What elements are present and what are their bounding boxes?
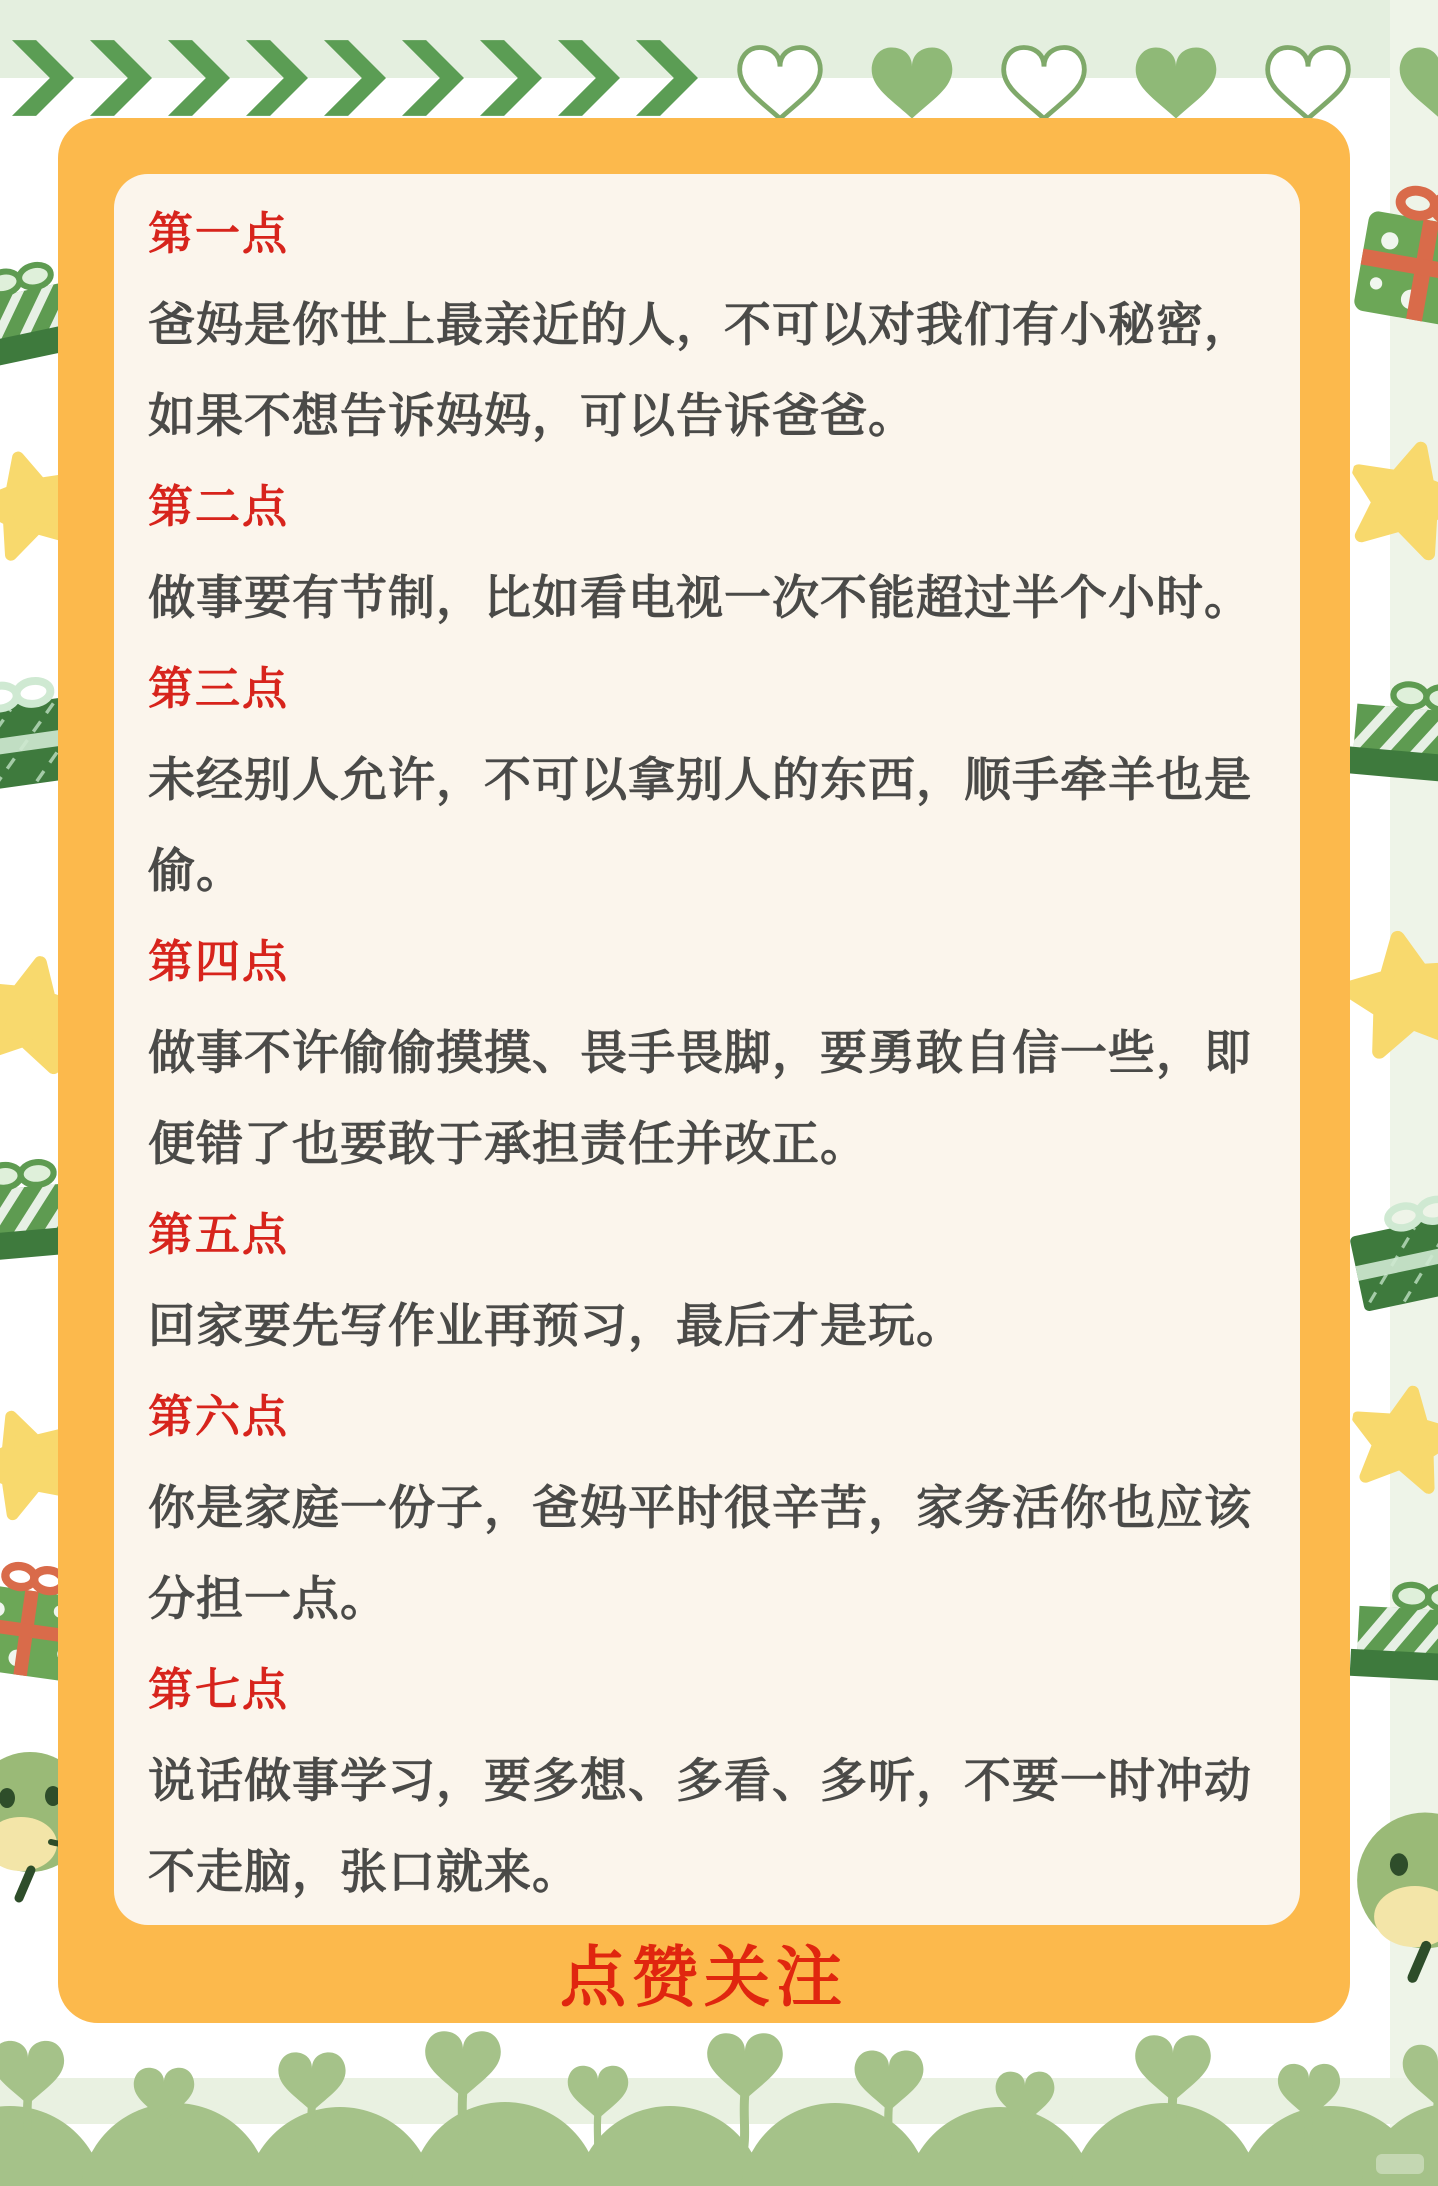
heart-outline-icon [1260,38,1356,128]
heart-outline-icon [732,38,828,128]
rule-section [148,643,1266,916]
section-body: 做事要有节制，比如看电视一次不能超过半个小时。 [148,571,1252,624]
section-heading: 第三点 [148,663,290,714]
chevron-icon [168,34,230,122]
chevron-icon [90,34,152,122]
chevron-icon [246,34,308,122]
rule-section [148,461,1266,643]
chevron-border [12,34,712,122]
section-body: 爸妈是你世上最亲近的人，不可以对我们有小秘密，如果不想告诉妈妈，可以告诉爸爸。 [148,298,1252,442]
chevron-icon [324,34,386,122]
rule-section [148,916,1266,1189]
hearts-border [732,38,1438,130]
chevron-icon [636,34,698,122]
section-body: 你是家庭一份子，爸妈平时很辛苦，家务活你也应该分担一点。 [148,1481,1252,1625]
chevron-icon [402,34,464,122]
section-heading: 第二点 [148,481,290,532]
section-heading: 第四点 [148,936,290,987]
rule-section [148,1371,1266,1644]
section-heading: 第五点 [148,1209,290,1260]
like-follow-cta: 点赞关注 [560,1939,848,2014]
section-body: 说话做事学习，要多想、多看、多听，不要一时冲动不走脑，张口就来。 [148,1754,1252,1898]
section-body: 回家要先写作业再预习，最后才是玩。 [148,1299,964,1352]
heart-outline-icon [996,38,1092,128]
heart-icon [864,38,960,128]
section-heading: 第七点 [148,1664,290,1715]
watermark [1376,2154,1424,2174]
rule-section [148,188,1266,461]
chevron-icon [12,34,74,122]
chevron-icon [558,34,620,122]
section-body: 未经别人允许，不可以拿别人的东西，顺手牵羊也是偷。 [148,753,1252,897]
content-panel [114,174,1300,1925]
heart-icon [1392,38,1438,128]
rule-section [148,1644,1266,1917]
section-body: 做事不许偷偷摸摸、畏手畏脚，要勇敢自信一些，即便错了也要敢于承担责任并改正。 [148,1026,1252,1170]
section-heading: 第六点 [148,1391,290,1442]
main-card [58,118,1350,2023]
heart-icon [1128,38,1224,128]
chevron-icon [480,34,542,122]
right-pale-stripe [1390,0,1438,2186]
bottom-scene [0,2016,1438,2186]
section-heading: 第一点 [148,208,290,259]
rule-section [148,1189,1266,1371]
